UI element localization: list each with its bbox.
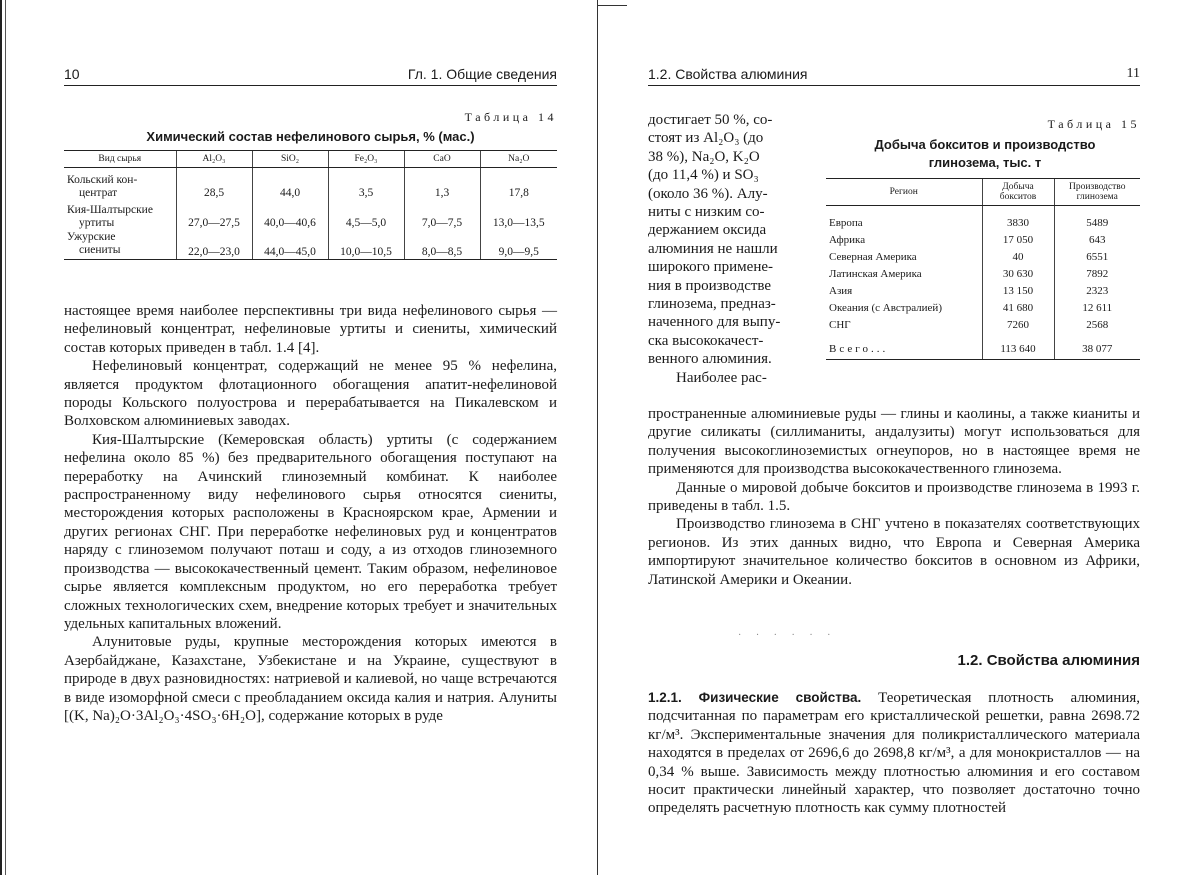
column-header: Na₂O: [480, 151, 557, 168]
book-gutter: [597, 0, 600, 875]
body-text: [64, 302, 557, 725]
text-line: широкого примене-: [648, 259, 774, 276]
page-number: 11: [1126, 66, 1140, 81]
column-header: SiO₂: [252, 151, 328, 168]
paragraph: Производство глинозема в СНГ учтено в показателях соответствующих регионов. Из этих данных видно, что Европа и Северная Америка импортируют значительное количество бокситов в основном из Африки, Латинской Америки и Океании.: [648, 516, 1140, 588]
column-header: Добыча бокситов: [982, 179, 1054, 206]
table-row: [64, 230, 557, 260]
text-line: держанием оксида: [648, 222, 767, 239]
body-text: [648, 405, 1140, 589]
running-title: 1.2. Свойства алюминия: [648, 66, 808, 82]
text-line: венного алюминия.: [648, 351, 772, 368]
row-label: Кольский кон- центрат: [67, 173, 138, 199]
table-cell: 2568: [1054, 315, 1140, 332]
table-row: [826, 230, 1140, 247]
paragraph: пространенные алюминиевые руды — глины и каолины, а также кианиты и другие силикаты (силлиманиты, андалузиты) могут использоваться для получения высокоглиноземистых огнеупоров, но в настоящее время не применяются для производства высококачественного глинозема.: [648, 406, 1140, 478]
table-cell: 1,3: [404, 168, 480, 200]
table-cell: 9,0—9,5: [480, 230, 557, 260]
column-header: CaO: [404, 151, 480, 168]
left-page: [64, 0, 557, 875]
right-page: [648, 0, 1140, 875]
composition-table: [64, 150, 557, 260]
section-heading: 1.2. Свойства алюминия: [957, 652, 1140, 669]
table-row: [64, 200, 557, 230]
paragraph: Данные о мировой добыче бокситов и производстве глинозема в 1993 г. приведены в табл. 1.5.: [648, 479, 1140, 515]
paragraph: Алунитовые руды, крупные месторождения которых имеются в Азербайджане, Казахстане, Узбекистане и на Украине, существуют в природе в двух разновидностях: натриевой и калиевой, но чаще встречаются в виде изоморфной смеси с преобладанием оксида калия и натрия. Алуниты [(K, Na)₂O·3Al₂O₃·4SO₃·6H₂O], содержание которых в руде: [64, 634, 557, 724]
table-cell: Всего...: [826, 332, 982, 360]
table-cell: 22,0—23,0: [176, 230, 252, 260]
table-cell: 7260: [982, 315, 1054, 332]
table-cell: 643: [1054, 230, 1140, 247]
running-head: [648, 66, 1140, 86]
text-line: достигает 50 %, со-: [648, 112, 773, 128]
column-header: Вид сырья: [64, 151, 176, 168]
table-cell: Латинская Америка: [829, 267, 922, 280]
table-cell: Северная Америка: [829, 250, 917, 263]
text-line: 38 %), Na₂O, K₂O: [648, 148, 760, 165]
table-row: [826, 264, 1140, 281]
text-line: ска высококачест-: [648, 332, 764, 349]
table-caption: Химический состав нефелинового сырья, % (мас.): [146, 129, 475, 144]
table-cell: СНГ: [829, 318, 851, 331]
scan-edge: [0, 0, 10, 875]
table-cell: 41 680: [982, 298, 1054, 315]
table-cell: 30 630: [982, 264, 1054, 281]
text-line: алюминия не нашли: [648, 240, 778, 257]
table-label: Таблица 14: [464, 110, 557, 124]
text-line: (до 11,4 %) и SO₃: [648, 167, 759, 184]
table-row: [826, 298, 1140, 315]
table-row: [826, 281, 1140, 298]
table-cell: 10,0—10,5: [328, 230, 404, 260]
table-cell: 13,0—13,5: [480, 200, 557, 230]
table-cell: 6551: [1054, 247, 1140, 264]
row-label: Кия-Шалтырские уртиты: [67, 203, 153, 229]
table-cell: 7,0—7,5: [404, 200, 480, 230]
table-cell: 27,0—27,5: [176, 200, 252, 230]
text-line: наченного для выпу-: [648, 314, 781, 331]
subsection-text: [648, 689, 1140, 818]
table-cell: 5489: [1054, 206, 1140, 230]
table-cell: Океания (с Австралией): [829, 301, 942, 314]
text-line: Наиболее рас-: [676, 369, 767, 386]
paragraph: настоящее время наиболее перспективны три вида нефелинового сырья — нефелиновый концентрат, нефелиновые уртиты и сиениты, химический состав которых приведен в табл. 1.4 [4].: [64, 303, 557, 356]
column-header: Al₂O₃: [176, 151, 252, 168]
row-label: Ужурские сиениты: [64, 230, 176, 260]
table-row: [826, 315, 1140, 332]
paragraph: Нефелиновый концентрат, содержащий не менее 95 % нефелина, является продуктом флотационного обогащения апатит-нефелиновой породы Кольского полуострова и перерабатывается на Пикалевском и Волховском алюминиевых заводах.: [64, 358, 557, 430]
table-cell: 17 050: [982, 230, 1054, 247]
text-line: (около 36 %). Алу-: [648, 185, 768, 202]
text-line: ния в производстве: [648, 277, 772, 294]
table-row: [826, 247, 1140, 264]
table-cell: Азия: [829, 284, 853, 297]
table-row: [64, 168, 557, 200]
table-cell: 2323: [1054, 281, 1140, 298]
table-cell: 44,0: [252, 168, 328, 200]
table-cell: 17,8: [480, 168, 557, 200]
page-number: 10: [64, 66, 80, 82]
table-row: [826, 206, 1140, 230]
table-cell: 40: [982, 247, 1054, 264]
table-cell: 40,0—40,6: [252, 200, 328, 230]
text-line: стоят из Al₂O₃ (до: [648, 130, 764, 147]
bauxite-table: [826, 178, 1140, 360]
table-cell: 13 150: [982, 281, 1054, 298]
table-total-row: [826, 332, 1140, 360]
table-cell: 28,5: [176, 168, 252, 200]
table-cell: 44,0—45,0: [252, 230, 328, 260]
table-cell: 8,0—8,5: [404, 230, 480, 260]
table-cell: 3830: [982, 206, 1054, 230]
gutter-mark: [597, 5, 627, 6]
scan-noise: · · · · · ·: [738, 630, 837, 641]
table-cell: 4,5—5,0: [328, 200, 404, 230]
running-head: [64, 66, 557, 86]
table-cell: Европа: [829, 216, 863, 229]
table-label: Таблица 15: [1047, 117, 1140, 131]
wrapped-text-column: [648, 111, 818, 387]
table-cell: 3,5: [328, 168, 404, 200]
subsection-body: Теоретическая плотность алюминия, подсчитанная по параметрам его кристаллической решетки, равна 2698.72 кг/м³. Экспериментальные значения для поликристаллического материала находятся в пределах от 2696,6 до 2698,8 кг/м³, а для монокристаллов — на 0,34 % выше. Зависимость между плотностью алюминия и его составом носит практически линейный характер, что позволяет достаточно точно определять расчетную плотность как сумму плотностей: [648, 690, 1140, 817]
text-line: глинозема, предназ-: [648, 296, 776, 313]
text-line: ниты с низким со-: [648, 204, 765, 221]
table-header-row: [64, 151, 557, 168]
table-cell: 7892: [1054, 264, 1140, 281]
table-cell: 113 640: [982, 332, 1054, 360]
paragraph: [648, 689, 1140, 818]
table-cell: Африка: [829, 233, 866, 246]
table-cell: 38 077: [1054, 332, 1140, 360]
table-cell: 12 611: [1054, 298, 1140, 315]
table-caption: Добыча бокситов и производство глинозема, тыс. т: [874, 137, 1096, 170]
table-header-row: [826, 179, 1140, 206]
column-header: Производство глинозема: [1054, 179, 1140, 206]
column-header: Регион: [826, 179, 982, 206]
running-title: Гл. 1. Общие сведения: [407, 66, 557, 82]
table-body: [826, 206, 1140, 360]
paragraph: Кия-Шалтырские (Кемеровская область) уртиты (с содержанием нефелина около 85 %) без предварительного обогащения поступают на переработку на Ачинский глиноземный комбинат. К наиболее распространенному виду нефелинового сырья относятся сиениты, месторождения которых расположены в Красноярском крае, Армении и других регионах СНГ. При переработке нефелиновых руд и концентратов наряду с глиноземом получают поташ и соду, а из отходов глиноземного производства — высококачественный цемент. Таким образом, нефелиновое сырье является комплексным продуктом, но его переработка требует сложных технологических схем, внедрение которых требует и значительных удельных капитальных вложений.: [64, 431, 557, 632]
subsection-title: 1.2.1. Физические свойства.: [648, 690, 862, 705]
column-header: Fe₂O₃: [328, 151, 404, 168]
